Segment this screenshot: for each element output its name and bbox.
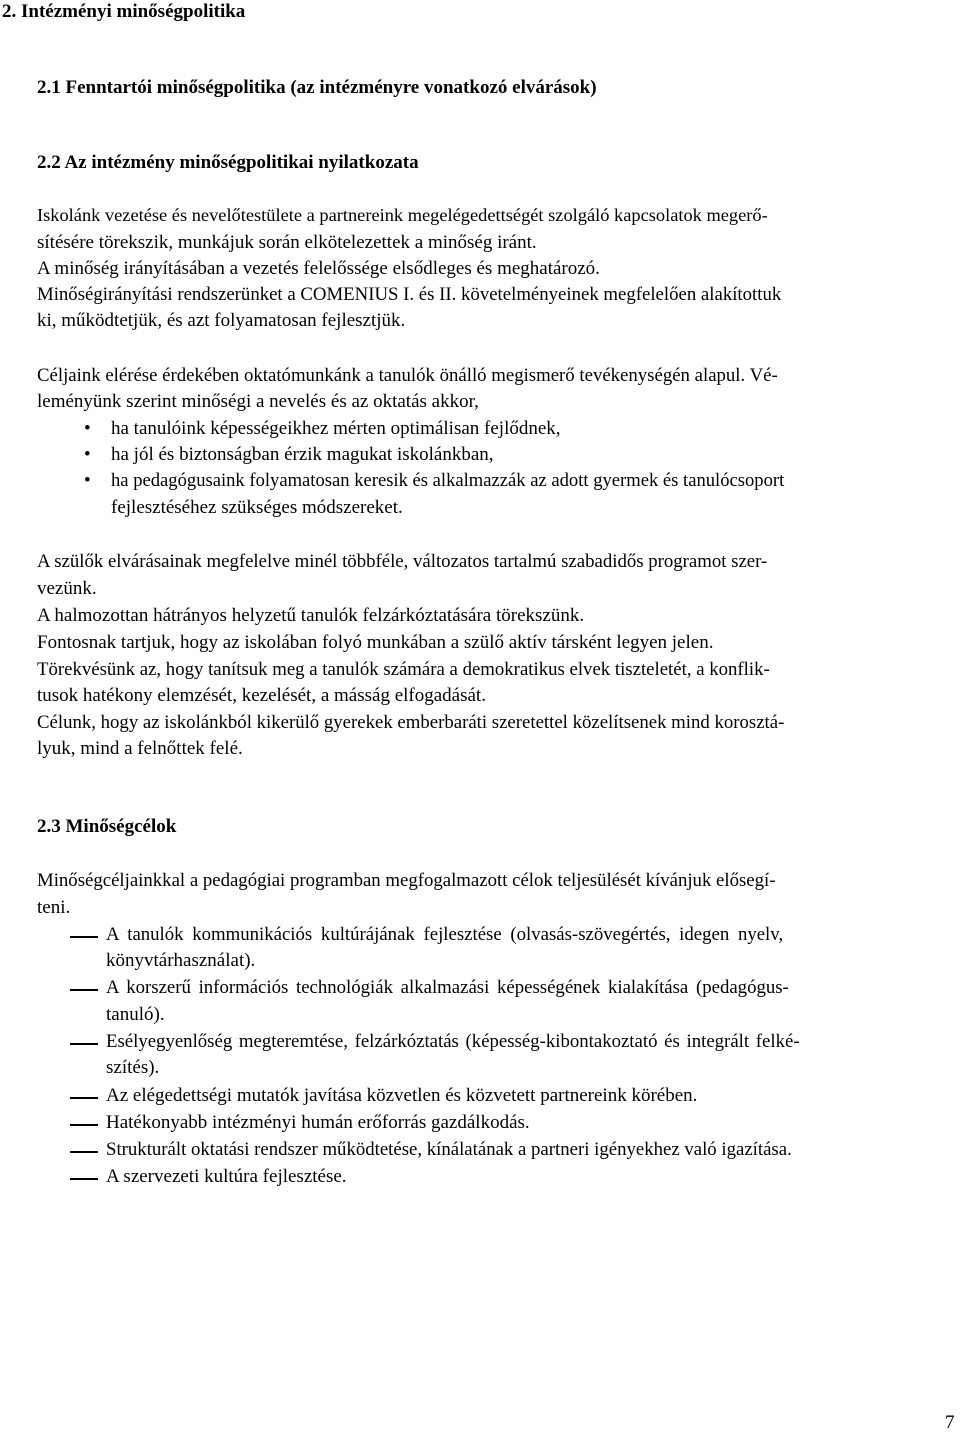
p3-line-7: Célunk, hogy az iskolánkból kikerülő gyerekek emberbaráti szeretettel közelítsenek mind korosztá-	[37, 712, 785, 733]
p3-line-6: tusok hatékony elemzését, kezelését, a másság elfogadását.	[37, 685, 486, 706]
dash-6-marker	[70, 1151, 98, 1153]
intro-line-2: teni.	[37, 897, 71, 918]
dash-3-text-line-2: szítés).	[106, 1057, 160, 1078]
page-number: 7	[945, 1412, 955, 1433]
dash-3-text-line-1: Esélyegyenlőség megteremtése, felzárkóztatás (képesség-kibontakoztató és integrált felké-	[106, 1031, 800, 1052]
dash-3-marker	[70, 1043, 98, 1045]
p1-line-4: Minőségirányítási rendszerünket a COMENIUS I. és II. követelményeinek megfelelően alakítottuk	[37, 284, 782, 305]
dash-2-marker	[70, 989, 98, 991]
p3-line-8: lyuk, mind a felnőttek felé.	[37, 738, 243, 759]
p1-line-3: A minőség irányításában a vezetés felelőssége elsődleges és meghatározó.	[37, 258, 600, 279]
dash-6-text: Strukturált oktatási rendszer működtetése, kínálatának a partneri igényekhez való igazítása.	[106, 1139, 792, 1160]
bullet-3-text-line-1: ha pedagógusaink folyamatosan keresik és alkalmazzák az adott gyermek és tanulócsoport	[111, 470, 785, 491]
bullet-3-text-line-2: fejlesztéséhez szükséges módszereket.	[111, 497, 403, 518]
dash-5-text: Hatékonyabb intézményi humán erőforrás gazdálkodás.	[106, 1112, 530, 1133]
dash-7-text: A szervezeti kultúra fejlesztése.	[106, 1166, 347, 1187]
intro-line-1: Minőségcéljainkkal a pedagógiai programban megfogalmazott célok teljesülését kívánjuk elősegí-	[37, 870, 776, 891]
bullet-3-marker: •	[84, 470, 91, 491]
p1-line-5: ki, működtetjük, és azt folyamatosan fejlesztjük.	[37, 310, 406, 331]
bullet-2-marker: •	[84, 444, 91, 465]
bullet-2-text: ha jól és biztonságban érzik magukat iskolánkban,	[111, 444, 494, 465]
p3-line-5: Törekvésünk az, hogy tanítsuk meg a tanulók számára a demokratikus elvek tiszteletét, a konflik-	[37, 659, 770, 680]
p2-line-2: leményünk szerint minőségi a nevelés és az oktatás akkor,	[37, 391, 479, 412]
p1-line-1: Iskolánk vezetése és nevelőtestülete a partnereink megelégedettségét szolgáló kapcsolatok megerő-	[37, 205, 768, 225]
dash-5-marker	[70, 1124, 98, 1126]
p1-line-2: sítésére törekszik, munkájuk során elkötelezettek a minőség iránt.	[37, 232, 537, 253]
bullet-1-text: ha tanulóink képességeikhez mérten optimálisan fejlődnek,	[111, 418, 561, 439]
p3-line-1: A szülők elvárásainak megfelelve minél többféle, változatos tartalmú szabadidős programot szer-	[37, 551, 768, 572]
dash-1-text-line-1: A tanulók kommunikációs kultúrájának fejlesztése (olvasás-szövegértés, idegen nyelv,	[106, 924, 784, 945]
dash-7-marker	[70, 1178, 98, 1180]
dash-4-marker	[70, 1097, 98, 1099]
p3-line-3: A halmozottan hátrányos helyzetű tanulók felzárkóztatására törekszünk.	[37, 605, 585, 626]
heading-2: 2. Intézményi minőségpolitika	[2, 1, 246, 22]
dash-4-text: Az elégedettségi mutatók javítása közvetlen és közvetett partnereink körében.	[106, 1085, 698, 1106]
dash-1-text-line-2: könyvtárhasználat).	[106, 950, 256, 971]
p2-line-1: Céljaink elérése érdekében oktatómunkánk a tanulók önálló megismerő tevékenységén alapul. Vé-	[37, 365, 778, 386]
dash-2-text-line-1: A korszerű információs technológiák alkalmazási képességének kialakítása (pedagógus-	[106, 977, 789, 998]
p3-line-2: vezünk.	[37, 578, 97, 599]
p3-line-4: Fontosnak tartjuk, hogy az iskolában folyó munkában a szülő aktív társként legyen jelen.	[37, 632, 714, 653]
bullet-1-marker: •	[84, 418, 91, 439]
dash-2-text-line-2: tanuló).	[106, 1004, 165, 1025]
heading-2-1: 2.1 Fenntartói minőségpolitika (az intézményre vonatkozó elvárások)	[37, 77, 597, 98]
heading-2-2: 2.2 Az intézmény minőségpolitikai nyilatkozata	[37, 152, 419, 173]
dash-1-marker	[70, 936, 98, 938]
heading-2-3: 2.3 Minőségcélok	[37, 816, 177, 837]
